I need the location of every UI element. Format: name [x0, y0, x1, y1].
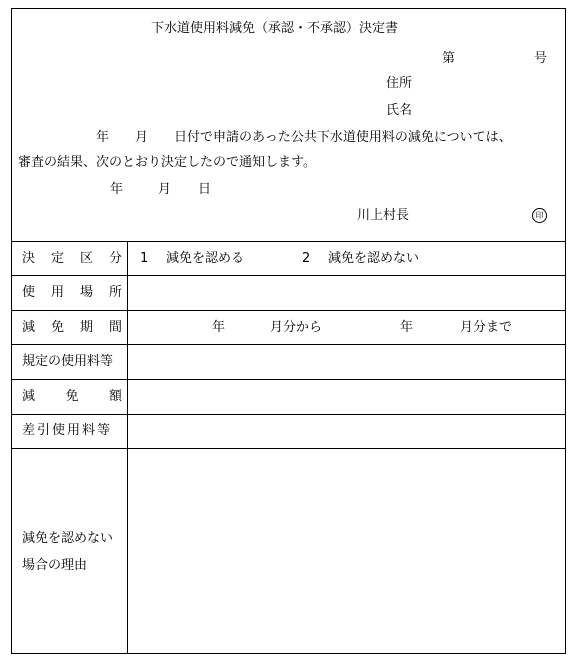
body-line2: 審査の結果、次のとおり決定したので通知します。: [18, 155, 316, 170]
row-divider: [12, 379, 565, 380]
issuer: 川上村長: [357, 208, 410, 223]
column-divider: [127, 241, 128, 654]
row-divider: [12, 414, 565, 415]
name-label: 氏名: [386, 103, 413, 118]
number-dai: 第: [442, 51, 456, 66]
number-go: 号: [534, 51, 548, 66]
date-month: 月: [158, 182, 172, 197]
label-rejection-reason-line2: 場合の理由: [22, 558, 88, 573]
document-title: 下水道使用料減免（承認・不承認）決定書: [151, 21, 399, 36]
table-top-line: [12, 241, 565, 242]
period-from-month: 月分から: [270, 320, 323, 335]
label-decision-category: 決 定 区 分: [22, 251, 122, 266]
date-day: 日: [198, 182, 212, 197]
body-line1: 年 月 日付で申請のあった公共下水道使用料の減免については、: [96, 130, 512, 145]
label-standard-fee: 規定の使用料等: [22, 354, 114, 369]
label-usage-location: 使 用 場 所: [22, 285, 122, 300]
label-exemption-period: 減 免 期 間: [22, 320, 122, 335]
label-net-fee: 差引使用料等: [22, 423, 113, 438]
row-divider: [12, 448, 565, 449]
label-exemption-amount: 減 免 額: [22, 389, 122, 404]
option2-number: 2: [302, 251, 311, 266]
row-divider: [12, 310, 565, 311]
period-to-month: 月分まで: [460, 320, 513, 335]
row-divider: [12, 344, 565, 345]
option2-text: 減免を認めない: [328, 251, 420, 266]
option1-text: 減免を認める: [166, 251, 245, 266]
period-from-year: 年: [212, 320, 226, 335]
option1-number: 1: [140, 251, 149, 266]
form-frame: [11, 8, 566, 654]
row-divider: [12, 275, 565, 276]
date-year: 年: [110, 182, 124, 197]
address-label: 住所: [386, 76, 413, 91]
period-to-year: 年: [400, 320, 414, 335]
label-rejection-reason-line1: 減免を認めない: [22, 531, 114, 546]
seal-icon: 印: [532, 208, 547, 223]
